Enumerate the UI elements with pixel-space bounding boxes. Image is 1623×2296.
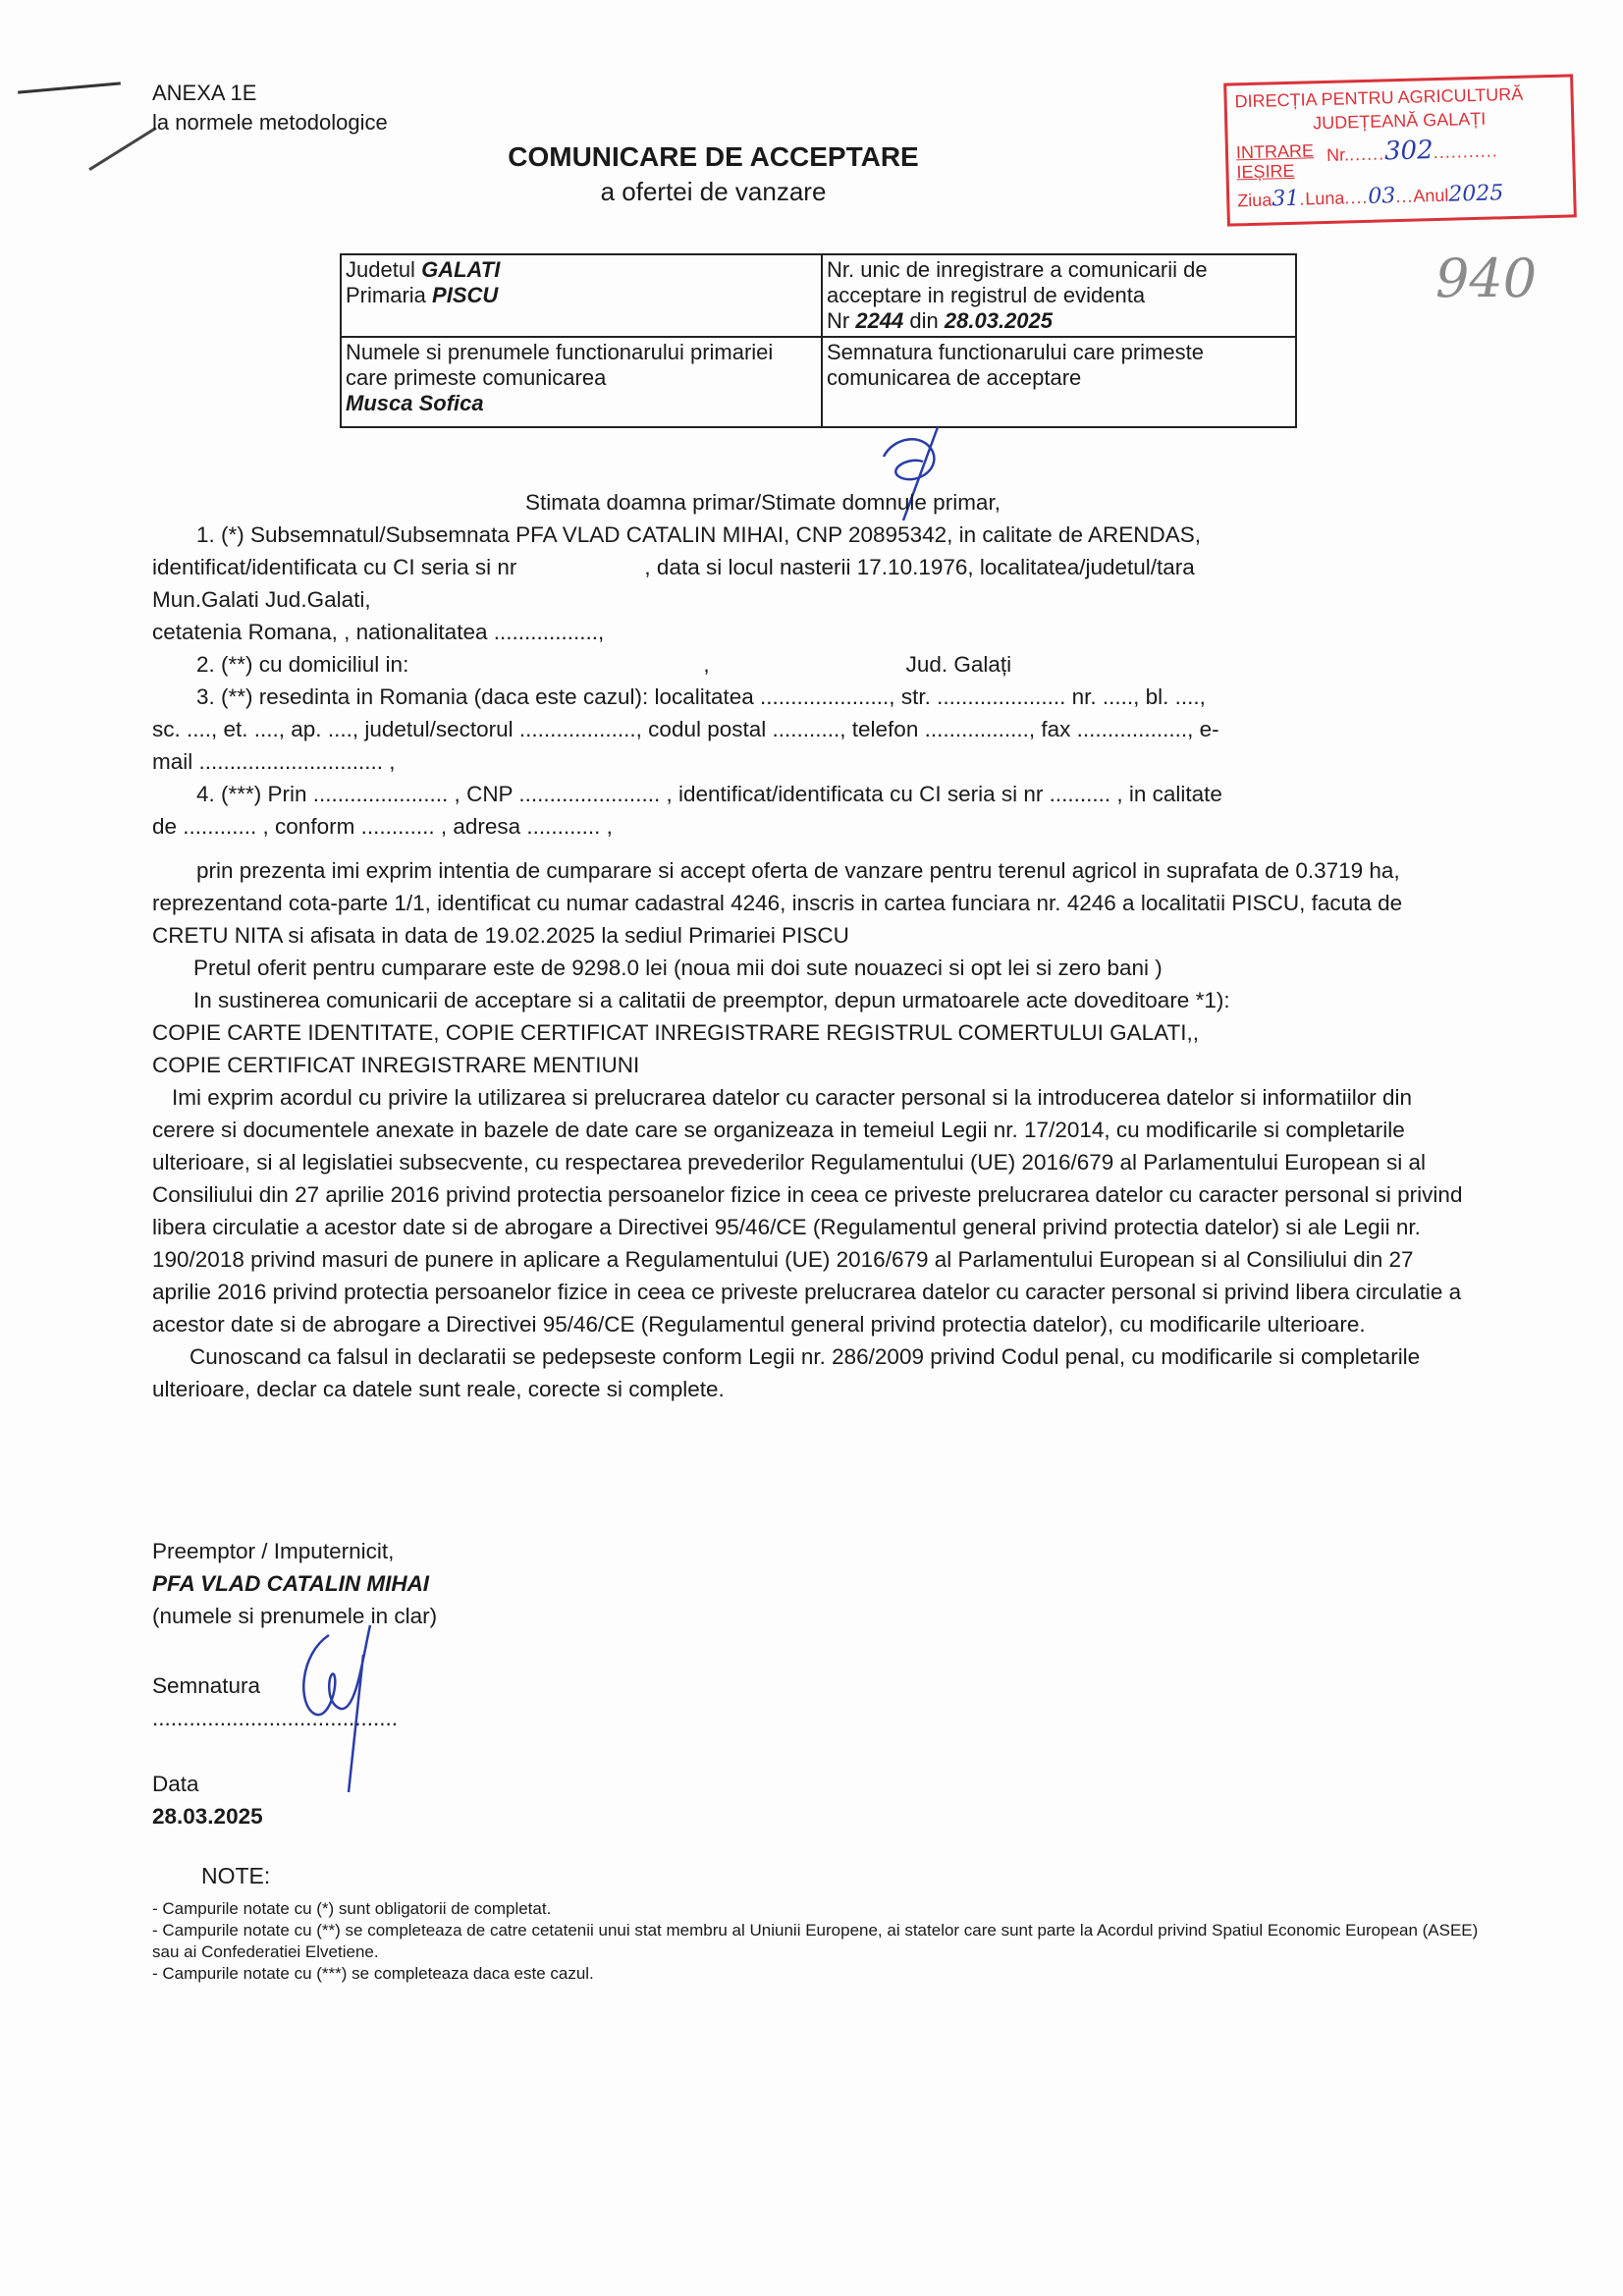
field-3-line-1: 3. (**) resedinta in Romania (daca este cazul): localitatea ....................., str. ..................... nr. ....., bl. ...., bbox=[196, 684, 1206, 709]
stamp-nr-line: Nr.......302........... bbox=[1325, 136, 1498, 167]
stamp-institution: DIRECȚIA PENTRU AGRICULTURĂ bbox=[1234, 83, 1524, 112]
annex-header bbox=[152, 79, 388, 137]
functionar-label: Numele si prenumele functionarului primariei care primeste comunicarea bbox=[346, 340, 774, 390]
stamp-luna-value: 03 bbox=[1367, 184, 1396, 209]
stamp-intrare: INTRARE bbox=[1235, 140, 1315, 163]
note-2: - Campurile notate cu (**) se completeaza de catre cetatenii unui stat membru al Uniunii Europene, ai statelor care sunt parte la Acordul privind Spatiul Economic European (ASEE) sau ai Confederatiei Elvetiene. bbox=[152, 1921, 1479, 1961]
field-1-line-1: 1. (*) Subsemnatul/Subsemnata PFA VLAD CATALIN MIHAI, CNP 20895342, in calitate de ARENDAS, bbox=[196, 522, 1201, 547]
field-1-id-label: identificat/identificata cu CI seria si nr bbox=[152, 555, 517, 579]
document-body bbox=[152, 486, 1478, 1405]
gdpr-paragraph: Imi exprim acordul cu privire la utilizarea si prelucrarea datelor cu caracter personal si la introducerea datelor si informatiilor din cerere si documentele anexate in bazele de date care se organizeaza in temeiul Legii nr. 17/2014, cu modificarile si completarile ulterioare, si al legislatiei subsecvente, cu respectarea prevederilor Regulamentului (UE) 2016/679 al Parlamentului European si al Consiliului din 27 aprilie 2016 privind protectia persoanelor fizice in ceea ce priveste prelucrarea datelor cu caracter personal si privind libera circulatie a acestor date si de abrogare a Directivei 95/46/CE (Regulamentul general privind protectia datelor) si ale Legii nr. 190/2018 privind masuri de punere in aplicare a Regulamentului (UE) 2016/679 al Parlamentului European si al Consiliului din 27 aprilie 2016 privind protectia persoanelor fizice in ceea ce priveste prelucrarea datelor cu caracter personal si privind libera circulatie a acestor date si de abrogare a Directivei 95/46/CE (Regulamentul general privind protectia datelor), cu modificarile ulterioare. bbox=[152, 1085, 1463, 1337]
table-row bbox=[341, 337, 1296, 427]
field-1-line-3: Mun.Galati Jud.Galati, bbox=[152, 587, 371, 612]
preemptor-signature bbox=[280, 1615, 388, 1812]
notes-heading: NOTE: bbox=[201, 1863, 271, 1888]
field-2-comma: , bbox=[703, 652, 710, 677]
judet-label: Judetul bbox=[346, 257, 415, 282]
table-cell-nr-unic bbox=[822, 254, 1296, 337]
primaria-label: Primaria bbox=[346, 283, 426, 307]
margin-pen-mark bbox=[18, 82, 121, 93]
document-subtitle: a ofertei de vanzare bbox=[600, 177, 827, 206]
nr-unic-label: Nr. unic de inregistrare a comunicarii de acceptare in registrul de evidenta bbox=[827, 257, 1208, 307]
field-4-line-2: de ............ , conform ............ , adresa ............ , bbox=[152, 814, 613, 839]
documents-line-2: COPIE CERTIFICAT INREGISTRARE MENTIUNI bbox=[152, 1053, 640, 1077]
preemptor-name-note: (numele si prenumele in clar) bbox=[152, 1604, 438, 1628]
field-3-line-2: sc. ...., et. ...., ap. ...., judetul/sectorul ..................., codul postal ..........., telefon ................., fax .................., e- bbox=[152, 717, 1219, 741]
stamp-anul-label: Anul bbox=[1413, 185, 1449, 206]
stamp-anul-value: 2025 bbox=[1448, 181, 1504, 207]
date-label: Data bbox=[152, 1772, 199, 1796]
field-4-line-1: 4. (***) Prin ...................... , CNP ....................... , identificat/identificata cu CI seria si nr .......... , in calitate bbox=[196, 782, 1222, 806]
note-3: - Campurile notate cu (***) se completeaza daca este cazul. bbox=[152, 1964, 594, 1983]
notes-list bbox=[152, 1898, 1488, 1985]
primaria-value: PISCU bbox=[432, 283, 499, 307]
field-1-line-4: cetatenia Romana, , nationalitatea ................., bbox=[152, 620, 605, 644]
declaration-paragraph: Cunoscand ca falsul in declaratii se pedepseste conform Legii nr. 286/2009 privind Codul penal, cu modificarile si completarile ulterioare, declar ca datele sunt reale, corecte si complete. bbox=[152, 1344, 1421, 1401]
registration-stamp bbox=[1223, 74, 1577, 226]
date-value: 28.03.2025 bbox=[152, 1804, 263, 1829]
signature-dots: ........................................ bbox=[152, 1706, 399, 1730]
nr-value: 2244 bbox=[855, 308, 904, 333]
semnatura-functionar-label: Semnatura functionarului care primeste comunicarea de acceptare bbox=[827, 340, 1204, 390]
field-2-label: 2. (**) cu domiciliul in: bbox=[196, 652, 409, 677]
annex-subtitle: la normele metodologice bbox=[152, 110, 388, 135]
stamp-ziua-label: Ziua bbox=[1237, 190, 1272, 211]
documents-line-1: COPIE CARTE IDENTITATE, COPIE CERTIFICAT INREGISTRARE REGISTRUL COMERTULUI GALATI,, bbox=[152, 1020, 1199, 1045]
field-2 bbox=[152, 648, 1478, 681]
field-1-birth: , data si locul nasterii 17.10.1976, localitatea/judetul/tara bbox=[644, 555, 1195, 579]
judet-value: GALATI bbox=[421, 257, 501, 282]
salutation: Stimata doamna primar/Stimate domnule primar, bbox=[525, 490, 1001, 515]
functionar-value: Musca Sofica bbox=[346, 391, 484, 415]
field-2-county: Jud. Galați bbox=[905, 652, 1012, 677]
field-3-line-3: mail .............................. , bbox=[152, 749, 396, 774]
stamp-iesire: IEȘIRE bbox=[1236, 160, 1295, 183]
stamp-county: JUDEȚEANĂ GALAȚI bbox=[1312, 108, 1487, 134]
date-block bbox=[152, 1768, 263, 1832]
preemptor-name: PFA VLAD CATALIN MIHAI bbox=[152, 1571, 430, 1596]
stamp-nr-label: Nr. bbox=[1325, 144, 1350, 165]
document-title: COMUNICARE DE ACCEPTARE bbox=[508, 141, 919, 172]
din-label: din bbox=[909, 308, 939, 333]
support-paragraph: In sustinerea comunicarii de acceptare si a calitatii de preemptor, depun urmatoarele acte doveditoare *1): bbox=[193, 988, 1230, 1012]
table-cell-judet bbox=[341, 254, 822, 337]
price-paragraph: Pretul oferit pentru cumparare este de 9298.0 lei (noua mii doi sute nouazeci si opt lei si zero bani ) bbox=[193, 956, 1163, 980]
annex-number: ANEXA 1E bbox=[152, 81, 257, 105]
stamp-ziua-value: 31 bbox=[1271, 186, 1300, 212]
handwritten-number: 940 bbox=[1435, 247, 1538, 309]
signature-label: Semnatura bbox=[152, 1673, 261, 1698]
stamp-nr-value: 302 bbox=[1383, 136, 1434, 167]
field-1-line-2 bbox=[152, 551, 1478, 583]
nr-prefix: Nr bbox=[827, 308, 850, 333]
preemptor-role: Preemptor / Imputernicit, bbox=[152, 1539, 395, 1563]
din-value: 28.03.2025 bbox=[944, 308, 1054, 333]
stamp-date-line: Ziua31.Luna....03...Anul2025 bbox=[1237, 181, 1504, 212]
table-cell-semnatura bbox=[822, 337, 1296, 427]
registration-table bbox=[340, 253, 1297, 428]
table-cell-functionar bbox=[341, 337, 822, 427]
stamp-luna-label: Luna bbox=[1305, 188, 1345, 209]
note-1: - Campurile notate cu (*) sunt obligatorii de completat. bbox=[152, 1899, 552, 1918]
table-row bbox=[341, 254, 1296, 337]
intent-paragraph: prin prezenta imi exprim intentia de cumparare si accept oferta de vanzare pentru terenul agricol in suprafata de 0.3719 ha, reprezentand cota-parte 1/1, identificat cu numar cadastral 4246, inscris in cartea funciara nr. 4246 a localitatii PISCU, facuta de CRETU NITA si afisata in data de 19.02.2025 la sediul Primariei PISCU bbox=[152, 858, 1403, 948]
